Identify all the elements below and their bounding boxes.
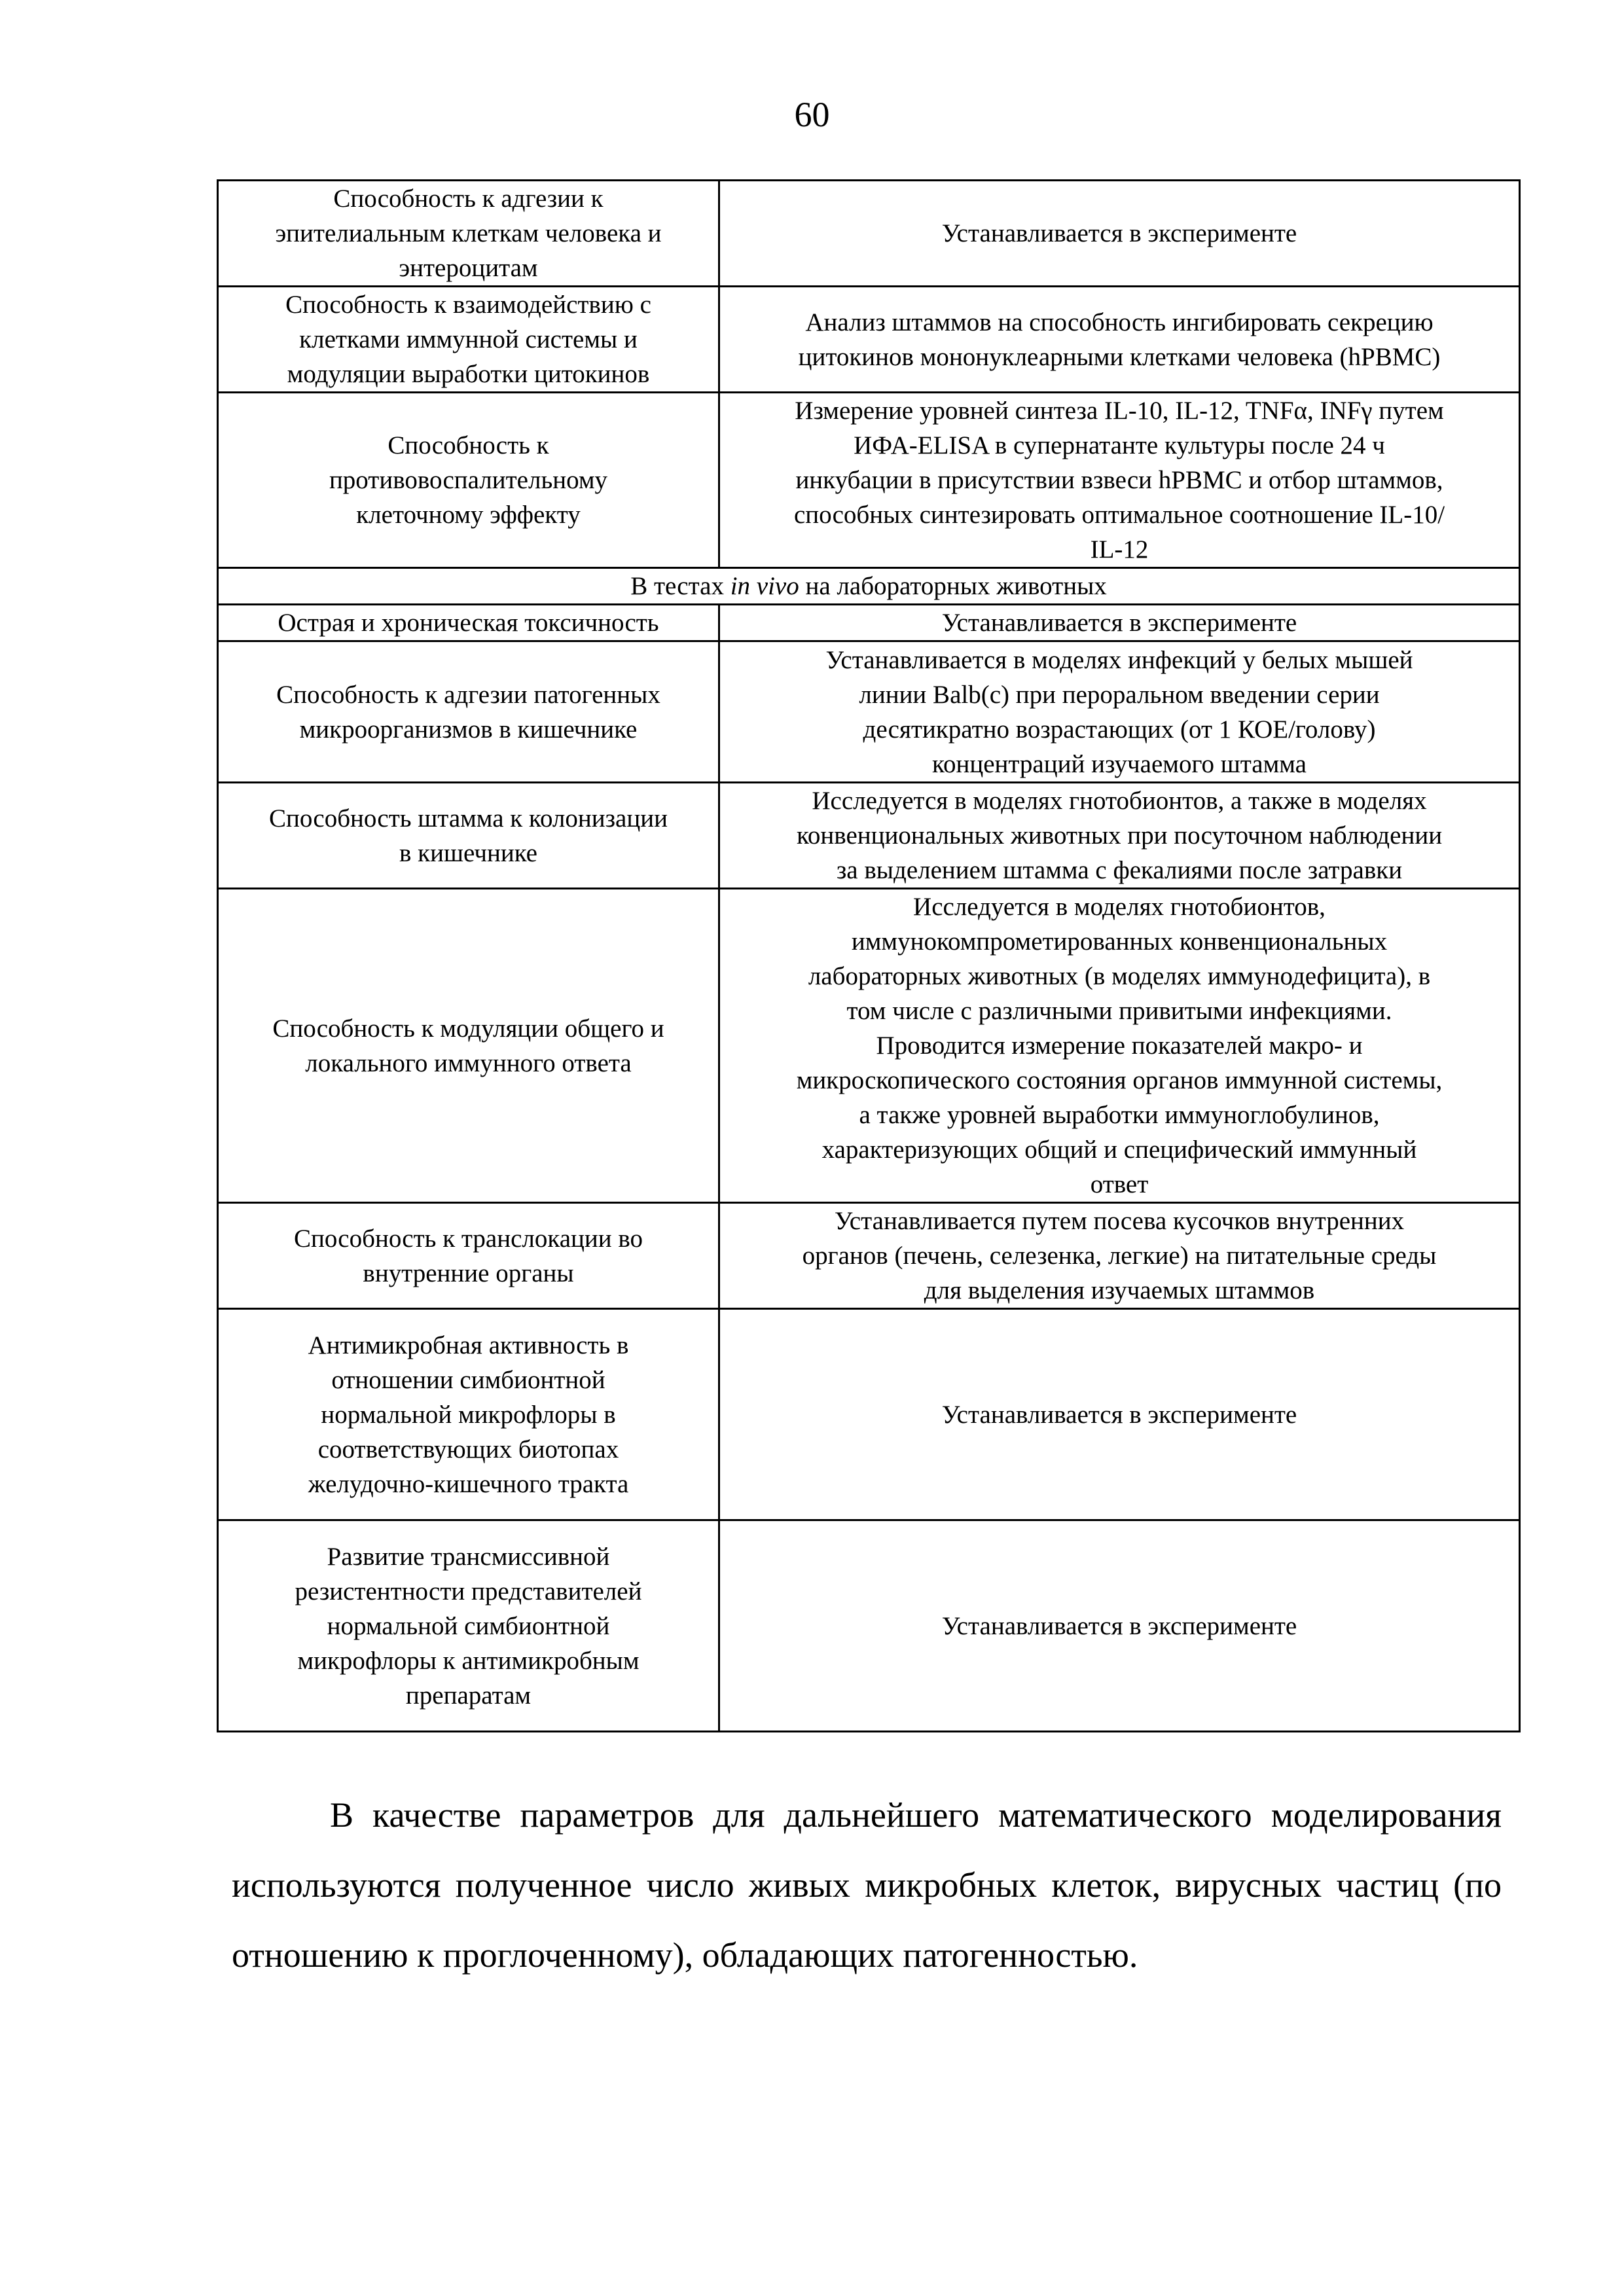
cell-text: Устанавливается в эксперименте [941, 1400, 1297, 1429]
table-cell-method [719, 605, 1520, 641]
page-number: 60 [794, 95, 830, 134]
cell-text: Способность к адгезии патогенных микроорганизмов в кишечнике [276, 680, 660, 744]
section-text-after: на лабораторных животных [799, 572, 1107, 600]
table-row [218, 287, 1520, 393]
table-cell-criterion [218, 641, 719, 783]
table-cell-method [719, 1203, 1520, 1309]
table-cell-method [719, 181, 1520, 287]
table-cell-method [719, 641, 1520, 783]
cell-text: Устанавливается в моделях инфекций у белых мышей линии Balb(c) при пероральном введении серии десятикратно возрастающих (от 1 КОЕ/голову) концентраций изучаемого штамма [825, 645, 1413, 778]
body-paragraph: В качестве параметров для дальнейшего математического моделирования используются полученное число живых микробных клеток, вирусных частиц (по отношению к проглоченному), обладающих патогенностью. [232, 1795, 1502, 1975]
cell-text: Устанавливается в эксперименте [941, 219, 1297, 247]
table-cell-method [719, 1309, 1520, 1520]
table-cell-method [719, 783, 1520, 889]
table-row [218, 181, 1520, 287]
cell-text: Способность к модуляции общего и локального иммунного ответа [272, 1014, 664, 1077]
cell-text: Способность к взаимодействию с клетками иммунной системы и модуляции выработки цитокинов [285, 291, 651, 388]
table-row [218, 1203, 1520, 1309]
cell-text: Развитие трансмиссивной резистентности представителей нормальной симбионтной микрофлоры к антимикробным препаратам [295, 1542, 642, 1710]
cell-text: Исследуется в моделях гнотобионтов, иммунокомпрометированных конвенциональных лабораторных животных (в моделях иммунодефицита), в том числе с различными привитыми инфекциями. Проводится измерение показателей макро- и микроскопического состояния органов иммунной системы, а также уровней выработки иммуноглобулинов, характеризующих общий и специфический иммунный ответ [796, 893, 1443, 1198]
table-cell-method [719, 287, 1520, 393]
cell-text: Измерение уровней синтеза IL-10, IL-12, TNFα, INFγ путем ИФА-ELISA в супернатанте культуры после 24 ч инкубации в присутствии взвеси hPBMC и отбор штаммов, способных синтезировать оптимальное соотношение IL-10/ IL-12 [793, 397, 1445, 564]
table-cell-method [719, 889, 1520, 1203]
cell-text: Острая и хроническая токсичность [278, 609, 659, 637]
table-cell-criterion [218, 287, 719, 393]
criteria-table [217, 179, 1521, 1732]
table-row [218, 1309, 1520, 1520]
table-row [218, 393, 1520, 568]
table-row [218, 605, 1520, 641]
section-text-italic: in vivo [730, 572, 799, 600]
table-cell-criterion [218, 889, 719, 1203]
cell-text: Антимикробная активность в отношении симбионтной нормальной микрофлоры в соответствующих биотопах желудочно-кишечного тракта [308, 1331, 629, 1498]
cell-text: Исследуется в моделях гнотобионтов, а также в моделях конвенциональных животных при посуточном наблюдении за выделением штамма с фекалиями после затравки [796, 787, 1443, 884]
table-cell-criterion [218, 1520, 719, 1732]
cell-text: Способность к транслокации во внутренние органы [293, 1224, 643, 1287]
cell-text: Анализ штаммов на способность ингибировать секрецию цитокинов мононуклеарными клетками человека (hPBMC) [798, 308, 1441, 371]
cell-text: Способность к адгезии к эпителиальным клеткам человека и энтероцитам [275, 185, 662, 282]
table-cell-criterion [218, 605, 719, 641]
cell-text: Устанавливается в эксперименте [941, 609, 1297, 637]
table-cell-criterion [218, 181, 719, 287]
section-text-before: В тестах [630, 572, 731, 600]
table-row [218, 641, 1520, 783]
table-cell-method [719, 1520, 1520, 1732]
cell-text: Устанавливается в эксперименте [941, 1611, 1297, 1640]
cell-text: Устанавливается путем посева кусочков внутренних органов (печень, селезенка, легкие) на питательные среды для выделения изучаемых штаммов [802, 1207, 1437, 1304]
table-row [218, 783, 1520, 889]
table-cell-criterion [218, 783, 719, 889]
section-heading [218, 568, 1520, 605]
table-section-row [218, 568, 1520, 605]
table-cell-criterion [218, 393, 719, 568]
table-cell-method [719, 393, 1520, 568]
table-cell-criterion [218, 1309, 719, 1520]
cell-text: Способность к противовоспалительному клеточному эффекту [329, 431, 608, 529]
table-row [218, 889, 1520, 1203]
cell-text: Способность штамма к колонизации в кишечнике [269, 804, 668, 867]
table-row [218, 1520, 1520, 1732]
table-cell-criterion [218, 1203, 719, 1309]
